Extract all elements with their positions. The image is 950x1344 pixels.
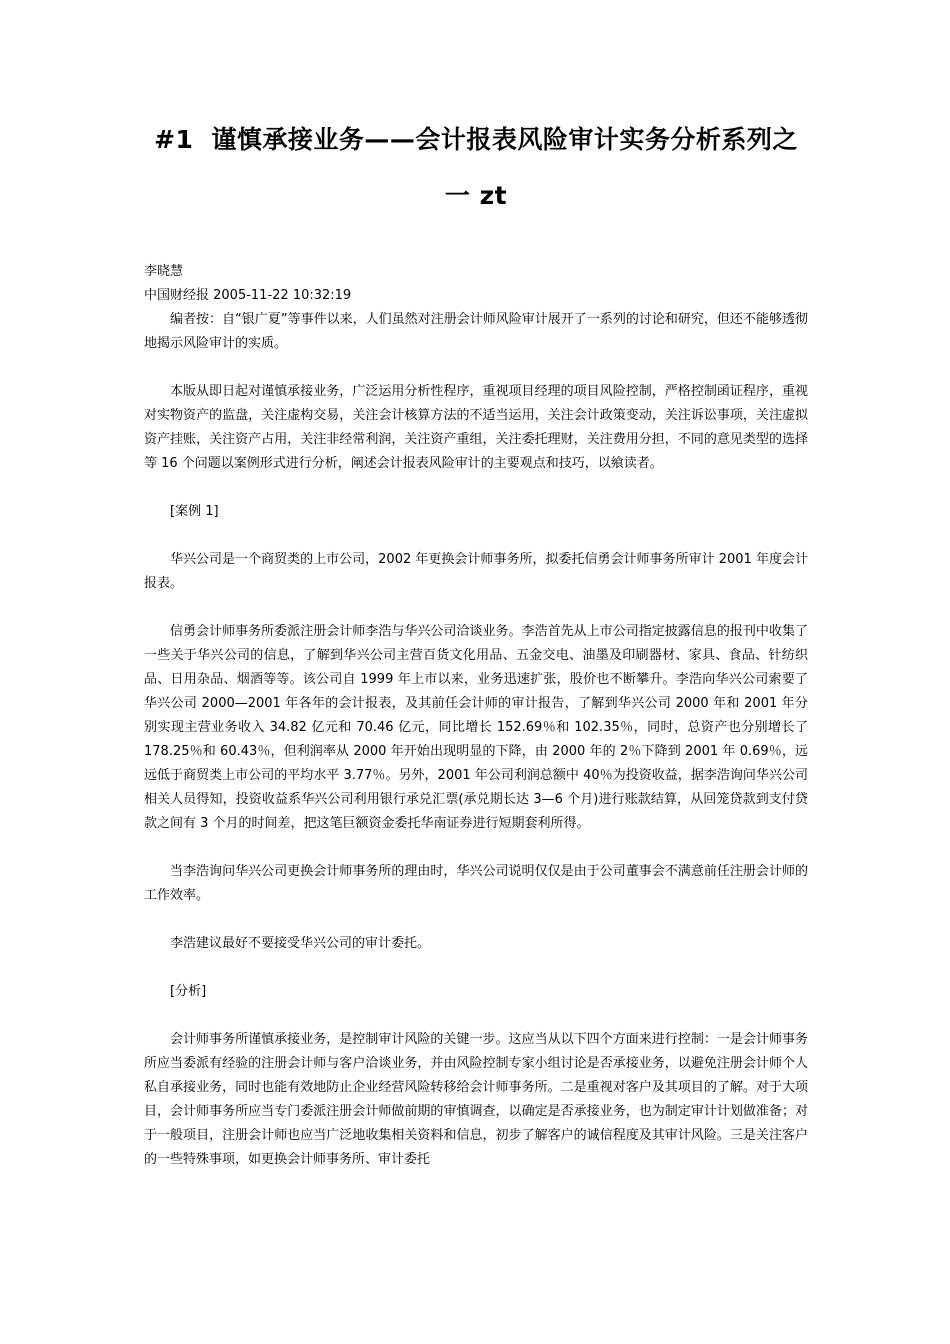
editor-note-paragraph: 编者按：自“银广夏”等事件以来，人们虽然对注册会计师风险审计展开了一系列的讨论和研究，但还不能够透彻地揭示风险审计的实质。 bbox=[144, 312, 808, 351]
author-name: 李晓慧 bbox=[144, 264, 184, 279]
article-title bbox=[144, 112, 808, 224]
title-text: 谨慎承接业务——会计报表风险审计实务分析系列之一 zt bbox=[211, 125, 798, 210]
case-paragraph-2: 信勇会计师事务所委派注册会计师李浩与华兴公司洽谈业务。李浩首先从上市公司指定披露信息的报刊中收集了一些关于华兴公司的信息，了解到华兴公司主营百货文化用品、五金交电、油墨及印刷器材、家具、食品、针纺织品、日用杂品、烟酒等等。该公司自 1999 年上市以来，业务迅速扩张，股价也不断攀升。李浩向华兴公司索要了华兴公司 2000—2001 年各年的会计报表，及其前任会计师的审计报告，了解到华兴公司 2000 年和 2001 年分别实现主营业务收入 34.82 亿元和 70.46 亿元，同比增长 152.69％和 102.35％，同时，总资产也分别增长了 178.25％和 60.43％，但利润率从 2000 年开始出现明显的下降，由 2000 年的 2％下降到 2001 年 0.69％，远远低于商贸类上市公司的平均水平 3.77％。另外，2001 年公司利润总额中 40％为投资收益，据李浩询问华兴公司相关人员得知，投资收益系华兴公司利用银行承兑汇票(承兑期长达 3—6 个月)进行账款结算，从回笼贷款到支付贷款之间有 3 个月的时间差，把这笔巨额资金委托华南证券进行短期套利所得。 bbox=[144, 624, 808, 831]
case-label: [案例 1] bbox=[170, 504, 219, 519]
case-paragraph-3: 当李浩询问华兴公司更换会计师事务所的理由时，华兴公司说明仅仅是由于公司董事会不满意前任注册会计师的工作效率。 bbox=[144, 864, 808, 903]
intro-paragraph: 本版从即日起对谨慎承接业务，广泛运用分析性程序，重视项目经理的项目风险控制，严格控制函证程序，重视对实物资产的监盘，关注虚构交易，关注会计核算方法的不适当运用，关注会计政策变动，关注诉讼事项，关注虚拟资产挂账，关注资产占用，关注非经常利润，关注资产重组，关注委托理财，关注费用分担，不同的意见类型的选择等 16 个问题以案例形式进行分析，阐述会计报表风险审计的主要观点和技巧，以飨读者。 bbox=[144, 384, 808, 471]
case-paragraph-1: 华兴公司是一个商贸类的上市公司，2002 年更换会计师事务所，拟委托信勇会计师事务所审计 2001 年度会计报表。 bbox=[144, 552, 808, 591]
article-meta bbox=[144, 260, 808, 308]
case-paragraph-4: 李浩建议最好不要接受华兴公司的审计委托。 bbox=[170, 936, 431, 951]
source-and-date: 中国财经报 2005-11-22 10:32:19 bbox=[144, 288, 352, 303]
analysis-paragraph: 会计师事务所谨慎承接业务，是控制审计风险的关键一步。这应当从以下四个方面来进行控制：一是会计师事务所应当委派有经验的注册会计师与客户洽谈业务，并由风险控制专家小组讨论是否承接业务，以避免注册会计师个人私自承接业务，同时也能有效地防止企业经营风险转移给会计师事务所。二是重视对客户及其项目的了解。对于大项目，会计师事务所应当专门委派注册会计师做前期的审慎调查，以确定是否承接业务，也为制定审计计划做准备；对于一般项目，注册会计师也应当广泛地收集相关资料和信息，初步了解客户的诚信程度及其审计风险。三是关注客户的一些特殊事项，如更换会计师事务所、审计委托 bbox=[144, 1032, 808, 1167]
document-page bbox=[144, 0, 808, 1172]
analysis-label: [分析] bbox=[170, 984, 207, 999]
title-number: #1 bbox=[154, 125, 194, 154]
